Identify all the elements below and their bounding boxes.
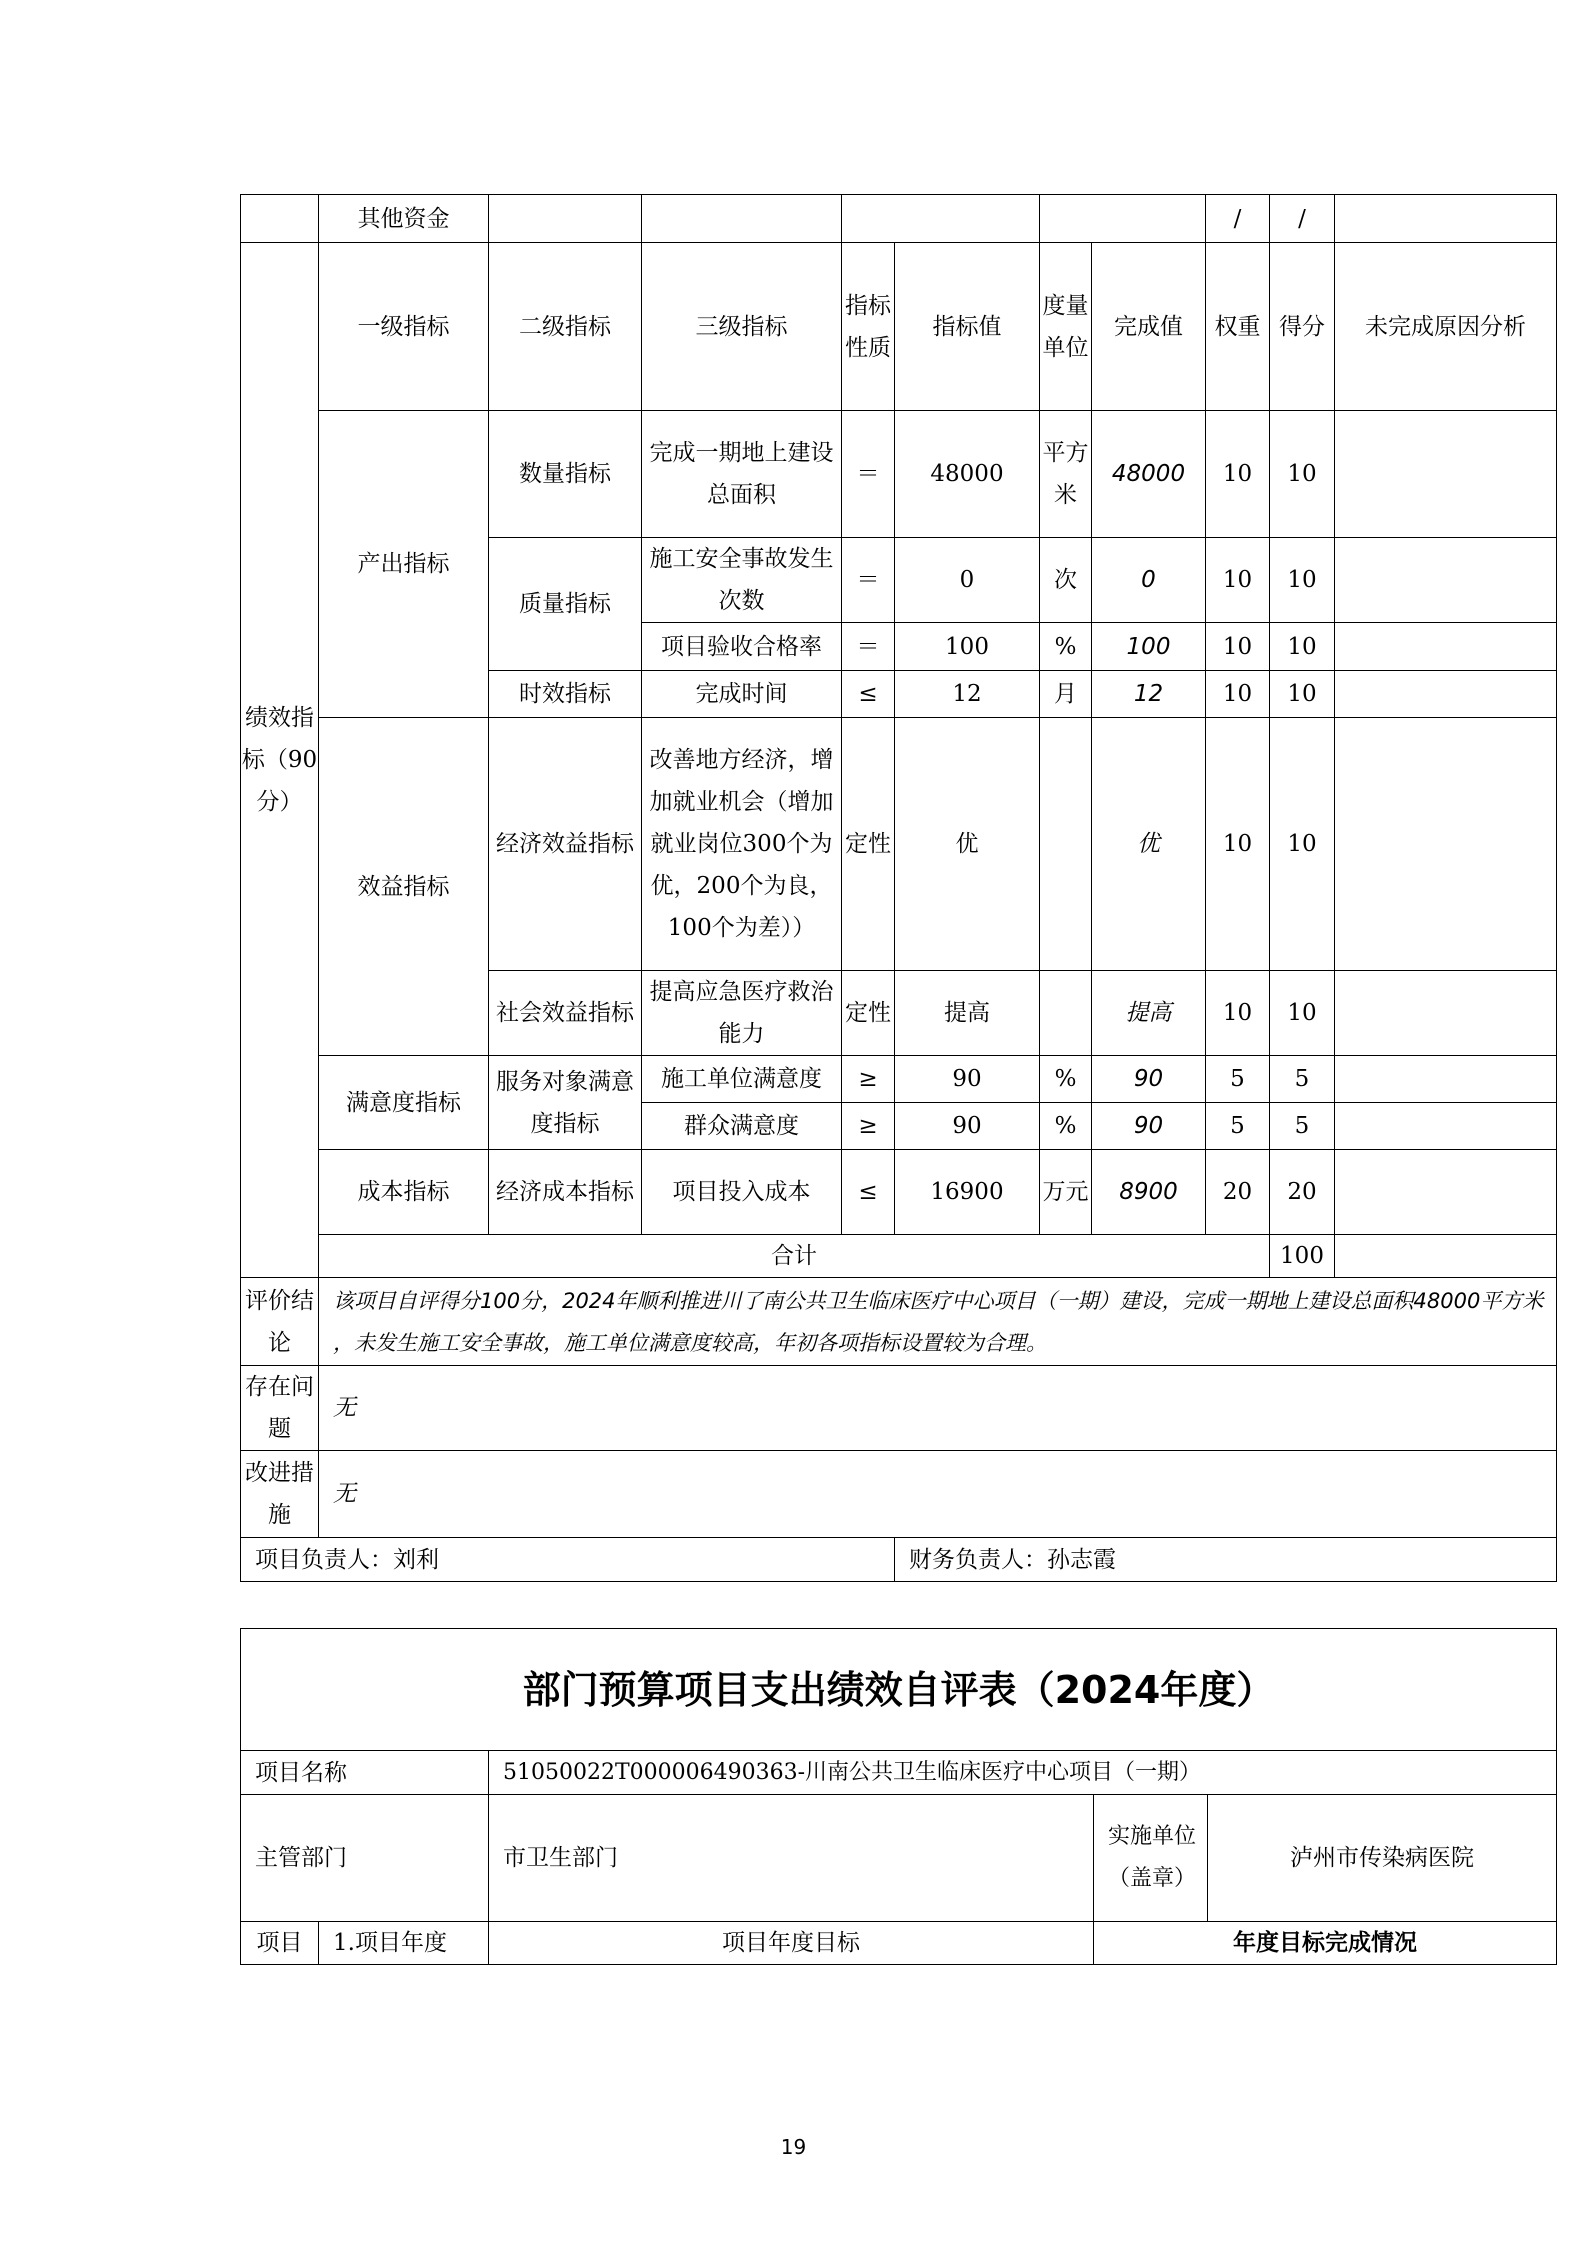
row-nature: 定性 (842, 718, 895, 971)
goal-completion-label: 年度目标完成情况 (1094, 1922, 1557, 1965)
output-indicators-label: 产出指标 (319, 411, 489, 718)
department-label: 主管部门 (241, 1795, 489, 1922)
row-weight: 10 (1206, 538, 1270, 623)
header-row (241, 243, 1557, 411)
row-level3: 施工安全事故发生次数 (642, 538, 842, 623)
header-actual: 完成值 (1092, 243, 1206, 411)
row-score: 20 (1270, 1150, 1335, 1235)
row-reason (1335, 718, 1557, 971)
header-reason: 未完成原因分析 (1335, 243, 1557, 411)
row-actual: 12 (1092, 671, 1206, 718)
header-level1: 一级指标 (319, 243, 489, 411)
total-label: 合计 (319, 1235, 1270, 1278)
row-weight: 10 (1206, 411, 1270, 538)
title-row (241, 1629, 1557, 1751)
row-weight: 10 (1206, 623, 1270, 671)
row-actual: 90 (1092, 1056, 1206, 1103)
page-number: 19 (780, 2135, 807, 2159)
signature-row (241, 1538, 1557, 1582)
header-weight: 权重 (1206, 243, 1270, 411)
row-score: 10 (1270, 671, 1335, 718)
table-row (241, 1150, 1557, 1235)
row-reason (1335, 1150, 1557, 1235)
conclusion-text: 该项目自评得分100分，2024年顺利推进川了南公共卫生临床医疗中心项目（一期）建设，完成一期地上建设总面积48000平方米 ，未发生施工安全事故，施工单位满意度较高，年初各项指标设置较为合理。 (319, 1278, 1557, 1366)
other-funds-weight: / (1206, 195, 1270, 243)
row-level2: 服务对象满意度指标 (489, 1056, 642, 1150)
row-reason (1335, 1103, 1557, 1150)
row-unit: 平方米 (1040, 411, 1092, 538)
row-nature: 定性 (842, 971, 895, 1056)
row-reason (1335, 1056, 1557, 1103)
conclusion-row (241, 1278, 1557, 1366)
row-actual: 0 (1092, 538, 1206, 623)
total-row (241, 1235, 1557, 1278)
implementing-unit-value: 泸州市传染病医院 (1208, 1795, 1557, 1922)
row-reason (1335, 538, 1557, 623)
row-level3: 项目投入成本 (642, 1150, 842, 1235)
row-unit: 月 (1040, 671, 1092, 718)
project-year-label: 1.项目年度 (319, 1922, 489, 1965)
project-name-value: 51050022T000006490363-川南公共卫生临床医疗中心项目（一期） (489, 1751, 1557, 1795)
row-actual: 90 (1092, 1103, 1206, 1150)
table-row (241, 1056, 1557, 1103)
row-nature: ≥ (842, 1056, 895, 1103)
row-target: 90 (895, 1056, 1040, 1103)
row-actual: 100 (1092, 623, 1206, 671)
row-level2: 时效指标 (489, 671, 642, 718)
project-goal-label: 项目年度目标 (489, 1922, 1094, 1965)
row-score: 10 (1270, 718, 1335, 971)
problems-row (241, 1366, 1557, 1451)
row-nature: ＝ (842, 538, 895, 623)
other-funds-row (241, 195, 1557, 243)
row-level3: 完成时间 (642, 671, 842, 718)
row-unit: % (1040, 623, 1092, 671)
improvements-label: 改进措施 (241, 1451, 319, 1538)
row-target: 优 (895, 718, 1040, 971)
row-score: 10 (1270, 538, 1335, 623)
finance-leader: 财务负责人：孙志霞 (895, 1538, 1557, 1582)
cost-indicators-label: 成本指标 (319, 1150, 489, 1235)
performance-table (240, 194, 1557, 1582)
row-level2: 经济效益指标 (489, 718, 642, 971)
header-level3: 三级指标 (642, 243, 842, 411)
row-level2: 经济成本指标 (489, 1150, 642, 1235)
row-actual: 优 (1092, 718, 1206, 971)
row-target: 提高 (895, 971, 1040, 1056)
row-nature: ≤ (842, 671, 895, 718)
improvements-text: 无 (319, 1451, 1557, 1538)
row-target: 100 (895, 623, 1040, 671)
department-value: 市卫生部门 (489, 1795, 1094, 1922)
row-level3: 施工单位满意度 (642, 1056, 842, 1103)
total-weight: 100 (1270, 1235, 1335, 1278)
row-level3: 提高应急医疗救治能力 (642, 971, 842, 1056)
table-row (241, 718, 1557, 971)
row-score: 10 (1270, 971, 1335, 1056)
header-unit: 度量单位 (1040, 243, 1092, 411)
row-level3: 改善地方经济，增加就业机会（增加就业岗位300个为优，200个为良，100个为差）） (642, 718, 842, 971)
row-weight: 20 (1206, 1150, 1270, 1235)
page-title: 部门预算项目支出绩效自评表（2024年度） (241, 1629, 1557, 1751)
header-target: 指标值 (895, 243, 1040, 411)
satisfaction-indicators-label: 满意度指标 (319, 1056, 489, 1150)
row-level3: 项目验收合格率 (642, 623, 842, 671)
header-nature: 指标性质 (842, 243, 895, 411)
problems-text: 无 (319, 1366, 1557, 1451)
header-score: 得分 (1270, 243, 1335, 411)
department-row (241, 1795, 1557, 1922)
self-evaluation-table (240, 1628, 1557, 1965)
header-level2: 二级指标 (489, 243, 642, 411)
row-target: 48000 (895, 411, 1040, 538)
row-score: 5 (1270, 1056, 1335, 1103)
row-level3: 完成一期地上建设总面积 (642, 411, 842, 538)
row-reason (1335, 971, 1557, 1056)
row-reason (1335, 411, 1557, 538)
performance-indicators-label: 绩效指标（90分） (241, 243, 319, 1278)
row-nature: ≤ (842, 1150, 895, 1235)
row-reason (1335, 671, 1557, 718)
row-actual: 8900 (1092, 1150, 1206, 1235)
project-name-row (241, 1751, 1557, 1795)
other-funds-label: 其他资金 (319, 195, 489, 243)
row-weight: 5 (1206, 1056, 1270, 1103)
table-row (241, 411, 1557, 538)
row-target: 0 (895, 538, 1040, 623)
row-score: 10 (1270, 411, 1335, 538)
row-level2: 社会效益指标 (489, 971, 642, 1056)
row-weight: 10 (1206, 971, 1270, 1056)
project-goal-header-row (241, 1922, 1557, 1965)
row-level2: 质量指标 (489, 538, 642, 671)
row-target: 16900 (895, 1150, 1040, 1235)
row-actual: 提高 (1092, 971, 1206, 1056)
row-score: 5 (1270, 1103, 1335, 1150)
problems-label: 存在问题 (241, 1366, 319, 1451)
improvements-row (241, 1451, 1557, 1538)
project-name-label: 项目名称 (241, 1751, 489, 1795)
row-target: 90 (895, 1103, 1040, 1150)
row-unit (1040, 971, 1092, 1056)
project-label: 项目 (241, 1922, 319, 1965)
row-actual: 48000 (1092, 411, 1206, 538)
row-reason (1335, 623, 1557, 671)
conclusion-label: 评价结论 (241, 1278, 319, 1366)
row-weight: 5 (1206, 1103, 1270, 1150)
row-unit: 次 (1040, 538, 1092, 623)
row-score: 10 (1270, 623, 1335, 671)
row-unit (1040, 718, 1092, 971)
row-nature: ＝ (842, 623, 895, 671)
other-funds-score: / (1270, 195, 1335, 243)
row-weight: 10 (1206, 718, 1270, 971)
row-level3: 群众满意度 (642, 1103, 842, 1150)
project-leader: 项目负责人：刘利 (241, 1538, 895, 1582)
row-unit: % (1040, 1056, 1092, 1103)
row-target: 12 (895, 671, 1040, 718)
row-nature: ＝ (842, 411, 895, 538)
row-weight: 10 (1206, 671, 1270, 718)
benefit-indicators-label: 效益指标 (319, 718, 489, 1056)
row-unit: % (1040, 1103, 1092, 1150)
implementing-unit-label: 实施单位（盖章） (1094, 1795, 1208, 1922)
row-unit: 万元 (1040, 1150, 1092, 1235)
row-nature: ≥ (842, 1103, 895, 1150)
row-level2: 数量指标 (489, 411, 642, 538)
